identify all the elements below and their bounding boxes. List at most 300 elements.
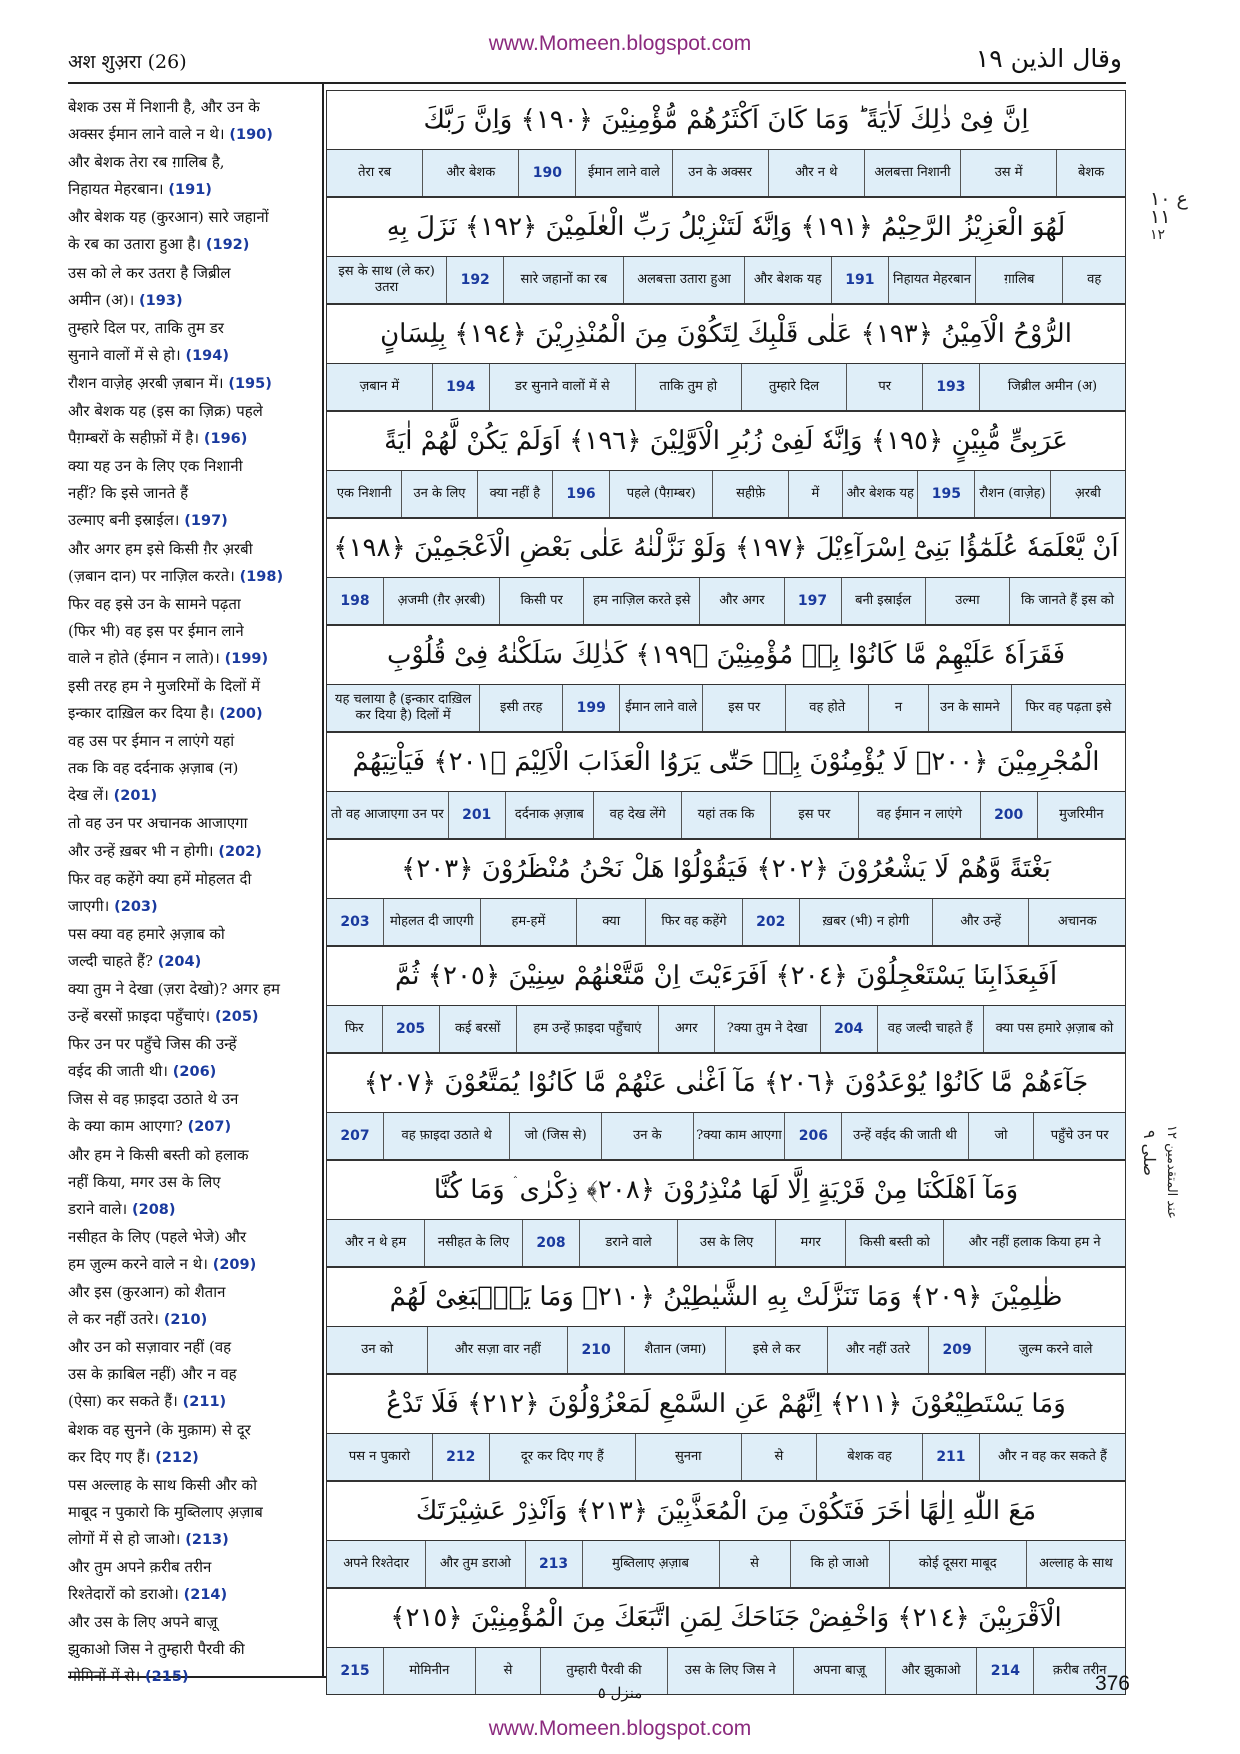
translation-line <box>68 231 320 259</box>
word-meaning-cell: इसी तरह <box>479 685 562 731</box>
word-meaning-cell: फिर <box>344 1021 364 1036</box>
translation-line <box>68 1086 320 1113</box>
translation-line <box>68 838 320 866</box>
word-meaning-cell: अ़रबी <box>1050 471 1125 517</box>
translation-line <box>68 1113 320 1141</box>
word-meaning-cell: जिब्रील अमीन (अ) <box>979 364 1125 410</box>
word-meaning-cell: मुजरिमीन <box>1037 792 1125 838</box>
translation-text: कर दिए गए हैं। <box>68 1447 151 1466</box>
word-meaning-row <box>326 791 1126 839</box>
translation-line <box>68 1196 320 1224</box>
arabic-verse-line: اِنَّ فِیْ ذٰلِكَ لَاٰیَةً ؕ وَمَا كَانَ اَكْثَرُهُمْ مُّؤْمِنِیْنَ ﴿١٩٠﴾ وَاِنَّ رَبَّكَ <box>326 90 1126 149</box>
word-meaning-cell: क्या नहीं है <box>477 471 552 517</box>
translation-text: तुम्हारे दिल पर, ताकि तुम डर <box>68 318 224 337</box>
verse-number: (197) <box>184 513 228 530</box>
word-meaning-cell: मुब्तिलाए अ़ज़ाब <box>582 1541 719 1587</box>
translation-text: पस क्या वह हमारे अ़ज़ाब को <box>68 924 225 943</box>
verse-number-cell: 194 <box>432 364 489 410</box>
verse-number: (213) <box>185 1531 229 1548</box>
word-meaning-cell: और न थे हम <box>344 1235 407 1250</box>
word-meaning-cell: और तुम डराओ <box>425 1541 524 1587</box>
translation-text: फिर वह इसे उन के सामने पढ़ता <box>68 594 241 613</box>
translation-line <box>68 1499 320 1526</box>
word-meaning-cell: मगर <box>775 1220 845 1266</box>
translation-line <box>68 536 320 563</box>
word-meaning-row <box>326 1540 1126 1588</box>
translation-line <box>68 728 320 755</box>
word-meaning-cell: मोमिनीन <box>383 1648 475 1694</box>
translation-line <box>68 1058 320 1086</box>
translation-line <box>68 591 320 618</box>
translation-text: (ज़बान दान) पर नाज़िल करते। <box>68 566 235 585</box>
translation-text: उस के क़ाबिल नहीं) और न वह <box>68 1365 237 1384</box>
translation-line <box>68 866 320 893</box>
word-meaning-cell: सुनना <box>635 1434 741 1480</box>
word-meaning-cell: हम नाज़िल करते इसे <box>583 578 699 624</box>
word-meaning-cell: क्या काम आएगा? <box>693 1113 785 1159</box>
translation-line <box>68 1554 320 1581</box>
word-meaning-cell: ग़ालिब <box>975 257 1062 303</box>
word-meaning-cell: दर्दनाक अ़ज़ाब <box>505 792 593 838</box>
verse-number-cell: 204 <box>820 1006 877 1052</box>
word-meaning-cell: उस के लिए जिस ने <box>667 1648 793 1694</box>
translation-text: डराने वाले। <box>68 1199 128 1218</box>
word-meaning-cell: जो <box>968 1113 1034 1159</box>
translation-text: झुकाओ जिस ने तुम्हारी पैरवी की <box>68 1640 245 1659</box>
translation-line <box>68 1417 320 1444</box>
translation-text: और अगर हम इसे किसी ग़ैर अ़रबी <box>68 539 253 558</box>
verse-number: (195) <box>228 375 272 392</box>
translation-line <box>68 204 320 231</box>
translation-text: तक कि वह दर्दनाक अ़ज़ाब (न) <box>68 759 239 778</box>
translation-text: जिस से वह फ़ाइदा उठाते थे उन <box>68 1090 239 1109</box>
word-meaning-cell: में <box>788 471 842 517</box>
translation-text: हम ज़ुल्म करने वाले न थे। <box>68 1254 208 1273</box>
word-meaning-cell: इस पर <box>770 792 858 838</box>
translation-text: माबूद न पुकारो कि मुब्तिलाए अ़ज़ाब <box>68 1502 263 1521</box>
translation-line <box>68 260 320 287</box>
translation-line <box>68 1031 320 1058</box>
word-meaning-cell: उल्मा <box>925 578 1009 624</box>
verse-number-cell: 214 <box>976 1648 1033 1694</box>
word-meaning-cell: बनी इस्राईल <box>841 578 925 624</box>
word-meaning-cell: क्या पस हमारे अ़ज़ाब को <box>983 1006 1125 1052</box>
word-meaning-cell: कोई दूसरा माबूद <box>889 1541 1026 1587</box>
word-meaning-cell: से <box>719 1541 790 1587</box>
translation-line <box>68 121 320 149</box>
word-meaning-cell: क्या <box>576 899 645 945</box>
arabic-verse-line: وَمَا یَسْتَطِیْعُوْنَ ﴿٢١١﴾ اِنَّهُمْ عَنِ السَّمْعِ لَمَعْزُوْلُوْنَ ﴿٢١٢﴾ فَلَا تَدْعُ <box>326 1374 1126 1433</box>
word-meaning-cell: और न वह कर सकते हैं <box>979 1434 1125 1480</box>
translation-text: क्या यह उन के लिए एक निशानी <box>68 457 243 476</box>
word-meaning-cell: अपना बाज़ू <box>793 1648 885 1694</box>
word-meaning-cell: मोहलत दी जाएगी <box>383 899 480 945</box>
word-meaning-cell: अल्लाह के साथ <box>1026 1541 1125 1587</box>
verse-number: (209) <box>212 1256 257 1273</box>
word-meaning-cell: और सज़ा वार नहीं <box>427 1327 567 1373</box>
word-meaning-cell: वह देख लेंगे <box>593 792 681 838</box>
verse-number-cell: 213 <box>525 1541 582 1587</box>
word-meaning-cell: दूर कर दिए गए हैं <box>489 1434 635 1480</box>
arabic-verse-line: ظٰلِمِیْنَ ﴿٢٠٩﴾ وَمَا تَنَزَّلَتْ بِهِ الشَّیٰطِیْنُ ﴿٢١٠﴾ وَمَا یَنْۢبَغِیْ لَهُمْ <box>326 1267 1126 1326</box>
translation-text: और उन्हें ख़बर भी न होगी। <box>68 841 214 860</box>
verse-number: (202) <box>218 843 262 860</box>
verse-number-cell: 205 <box>382 1006 439 1052</box>
verse-number-cell: 211 <box>922 1434 979 1480</box>
word-meaning-cell: तेरा रब <box>358 165 392 180</box>
translation-text: उल्माए बनी इस्राईल। <box>68 511 180 530</box>
word-meaning-cell: और अगर <box>699 578 783 624</box>
word-meaning-cell: ताकि तुम हो <box>635 364 741 410</box>
verse-number-cell: 208 <box>522 1220 579 1266</box>
translation-line <box>68 645 320 673</box>
translation-text: और बेशक यह (इस का ज़िक्र) पहले <box>68 402 263 421</box>
translation-line <box>68 1251 320 1279</box>
translation-line <box>68 1306 320 1334</box>
word-meaning-cell: और उन्हें <box>932 899 1029 945</box>
translation-text: रौशन वाज़ेह अ़रबी ज़बान में। <box>68 373 224 392</box>
translation-line <box>68 1388 320 1416</box>
translation-text: पस अल्लाह के साथ किसी और को <box>68 1475 257 1494</box>
word-meaning-cell: और नहीं हलाक किया हम ने <box>943 1220 1125 1266</box>
word-meaning-cell: सहीफ़े <box>712 471 787 517</box>
verse-number-cell: 215 <box>340 1663 370 1679</box>
translation-line <box>68 149 320 176</box>
verse-number: (203) <box>114 898 158 915</box>
translation-line <box>68 618 320 645</box>
translation-line <box>68 673 320 700</box>
translation-text: वईद की जाती थी। <box>68 1062 168 1081</box>
translation-line <box>68 1279 320 1306</box>
translation-line <box>68 782 320 810</box>
verse-number: (205) <box>215 1009 259 1026</box>
translation-text: रिश्तेदारों को डराओ। <box>68 1585 179 1604</box>
translation-text: फिर वह कहेंगे क्या हमें मोहलत दी <box>68 869 252 888</box>
manzil-label: منزل ٥ <box>597 1684 643 1702</box>
translation-text: क्या तुम ने देखा (ज़रा देखो)? अगर हम <box>68 980 280 998</box>
translation-line <box>68 1224 320 1251</box>
word-meaning-cell: अपने रिश्तेदार <box>343 1556 410 1571</box>
translation-line <box>68 976 320 1003</box>
translation-text: के रब का उतारा हुआ है। <box>68 235 202 254</box>
translation-line <box>68 563 320 591</box>
arabic-verse-line: جَآءَهُمْ مَّا كَانُوْا یُوْعَدُوْنَ ﴿٢٠٦﴾ مَآ اَغْنٰی عَنْهُمْ مَّا كَانُوْا یُمَتَّعُوْنَ ﴿٢٠٧﴾ <box>326 1053 1126 1112</box>
translation-line <box>68 398 320 425</box>
word-meaning-cell: उन को <box>361 1342 394 1357</box>
translation-line <box>68 1444 320 1472</box>
verse-number: (211) <box>182 1394 227 1411</box>
word-meaning-cell: उन के लिए <box>401 471 476 517</box>
verse-number-cell: 209 <box>928 1327 985 1373</box>
word-meaning-cell: क़रीब तरीन <box>1033 1648 1125 1694</box>
word-meaning-cell: उन के अक्सर <box>672 150 768 196</box>
verse-number-cell: 202 <box>742 899 799 945</box>
arabic-verse-line: عَرَبِیٍّ مُّبِیْنٍ ﴿١٩٥﴾ وَاِنَّهٗ لَفِیْ زُبُرِ الْاَوَّلِیْنَ ﴿١٩٦﴾ اَوَلَمْ یَكُنْ لَّهُمْ اٰیَةً <box>326 411 1126 470</box>
word-meaning-cell: उन्हें वईद की जाती थी <box>841 1113 967 1159</box>
word-meaning-cell: उस में <box>960 150 1056 196</box>
translation-line <box>68 1003 320 1031</box>
verse-number: (204) <box>157 953 202 970</box>
verse-number-cell: 203 <box>340 914 370 930</box>
word-meaning-cell: वह <box>1062 257 1125 303</box>
word-meaning-cell: किसी पर <box>499 578 583 624</box>
word-meaning-cell: अचानक <box>1028 899 1125 945</box>
arabic-verse-line: وَمَآ اَهْلَكْنَا مِنْ قَرْیَةٍ اِلَّا لَهَا مُنْذِرُوْنَ ﴿٢٠٨﴾ ذِكْرٰی ۛ وَمَا كُنَّا <box>326 1160 1126 1219</box>
word-meaning-cell: पस न पुकारो <box>348 1449 410 1464</box>
translation-text: इसी तरह हम ने मुजरिमों के दिलों में <box>68 676 261 695</box>
translation-line <box>68 810 320 837</box>
verse-number-cell: 191 <box>831 257 888 303</box>
verse-number-cell: 192 <box>446 257 503 303</box>
verse-number-cell: 190 <box>518 150 575 196</box>
word-meaning-cell: पर <box>846 364 922 410</box>
word-meaning-cell: वह फ़ाइदा उठाते थे <box>383 1113 509 1159</box>
surah-title-hindi: अश शुअ़रा (26) <box>68 51 187 73</box>
translation-text: उस को ले कर उतरा है जिब्रील <box>68 263 231 282</box>
translation-line <box>68 1636 320 1663</box>
translation-text: नहीं? कि इसे जानते हैं <box>68 484 189 503</box>
translation-line <box>68 315 320 342</box>
translation-line <box>68 287 320 315</box>
word-meaning-cell: ज़बान में <box>359 379 400 394</box>
translation-line <box>68 480 320 507</box>
arabic-verse-line: الْاَقْرَبِیْنَ ﴿٢١٤﴾ وَاخْفِضْ جَنَاحَكَ لِمَنِ اتَّبَعَكَ مِنَ الْمُؤْمِنِیْنَ ﴿٢١٥﴾ <box>326 1588 1126 1647</box>
word-meaning-cell: अलबत्ता उतारा हुआ <box>623 257 743 303</box>
word-meaning-cell: इसे ले कर <box>725 1327 826 1373</box>
ruku-marker-top: ع ١٠ ١١ ١٢ <box>1150 188 1188 243</box>
verse-number: (200) <box>219 706 263 723</box>
arabic-verse-line: اَنْ یَّعْلَمَهٗ عُلَمٰٓؤُا بَنِیْٓ اِسْرَآءِیْلَ ﴿١٩٧﴾ وَلَوْ نَزَّلْنٰهُ عَلٰی بَعْضِ الْاَعْجَمِیْنَ ﴿١٩٨﴾ <box>326 518 1126 577</box>
translation-text: के क्या काम आएगा? <box>68 1117 183 1136</box>
verse-number-cell: 193 <box>922 364 979 410</box>
verse-number: (199) <box>224 650 269 667</box>
word-meaning-cell: उन के सामने <box>928 685 1011 731</box>
word-meaning-cell: और नहीं उतरे <box>827 1327 928 1373</box>
verse-number-cell: 206 <box>784 1113 841 1159</box>
verse-number-cell: 200 <box>980 792 1037 838</box>
word-meaning-row <box>326 256 1126 304</box>
word-meaning-row <box>326 1005 1126 1053</box>
translation-text: और बेशक यह (कुरआन) सारे जहानों <box>68 208 269 227</box>
word-meaning-cell: फिर वह पढ़ता इसे <box>1011 685 1125 731</box>
translation-text: बेशक वह सुनने (के मुक़ाम) से दूर <box>68 1420 251 1439</box>
word-meaning-cell: हम उन्हें फ़ाइदा पहुँचाएं <box>516 1006 658 1052</box>
word-meaning-cell: यह चलाया है (इन्कार दाख़िल कर दिया है) दिलों में <box>334 692 472 723</box>
verse-number: (210) <box>163 1312 208 1329</box>
arabic-verse-line: بَغْتَةً وَّهُمْ لَا یَشْعُرُوْنَ ﴿٢٠٢﴾ فَیَقُوْلُوْا هَلْ نَحْنُ مُنْظَرُوْنَ ﴿٢٠٣﴾ <box>326 839 1126 898</box>
word-meaning-cell: अ़जमी (ग़ैर अ़रबी) <box>383 578 499 624</box>
word-meaning-cell: से <box>475 1648 541 1694</box>
waqf-marker-mid: صلى ٩ <box>1140 1130 1159 1176</box>
verse-number-cell: 195 <box>917 471 974 517</box>
translation-line <box>68 1472 320 1499</box>
arabic-verse-line: فَقَرَاَهٗ عَلَیْهِمْ مَّا كَانُوْا بِهٖ مُؤْمِنِیْنَ ﴿١٩٩﴾ كَذٰلِكَ سَلَكْنٰهُ فِیْ قُلُوْبِ <box>326 625 1126 684</box>
verse-number: (194) <box>185 347 229 364</box>
translation-line <box>68 370 320 398</box>
verse-number: (212) <box>155 1449 199 1466</box>
verse-number-cell: 212 <box>432 1434 489 1480</box>
translation-text: लोगों में से हो जाओ। <box>68 1529 181 1548</box>
word-meaning-cell: इस के साथ (ले कर) उतरा <box>338 264 435 295</box>
word-meaning-row <box>326 470 1126 518</box>
site-url-bottom[interactable]: www.Momeen.blogspot.com <box>488 1717 752 1740</box>
word-meaning-cell: अलबत्ता निशानी <box>864 150 960 196</box>
translation-text: निहायत मेहरबान। <box>68 180 164 199</box>
translation-line <box>68 1334 320 1361</box>
translation-text: मोमिनों में से। <box>68 1667 141 1686</box>
translation-line <box>68 176 320 204</box>
translation-line <box>68 342 320 370</box>
word-meaning-cell: क्या तुम ने देखा? <box>714 1006 820 1052</box>
translation-text: नहीं किया, मगर उस के लिए <box>68 1172 221 1191</box>
translation-line <box>68 1169 320 1196</box>
verse-number: (190) <box>229 127 273 144</box>
word-meaning-row <box>326 1219 1126 1267</box>
word-meaning-cell: वह होते <box>785 685 868 731</box>
word-meaning-cell: ईमान लाने वाले <box>575 150 671 196</box>
translation-line <box>68 507 320 535</box>
word-meaning-row <box>326 363 1126 411</box>
word-meaning-row <box>326 898 1126 946</box>
word-meaning-cell: फिर वह कहेंगे <box>645 899 742 945</box>
translation-text: (फिर भी) वह इस पर ईमान लाने <box>68 621 244 640</box>
page-number: 376 <box>1094 1672 1130 1695</box>
word-meaning-cell: और बेशक <box>422 150 518 196</box>
word-meaning-cell: पहुँचे उन पर <box>1033 1113 1125 1159</box>
arabic-verse-line: الرُّوْحُ الْاَمِیْنُ ﴿١٩٣﴾ عَلٰی قَلْبِكَ لِتَكُوْنَ مِنَ الْمُنْذِرِیْنَ ﴿١٩٤﴾ بِلِسَانٍ <box>326 304 1126 363</box>
site-url-top[interactable]: www.Momeen.blogspot.com <box>488 32 752 55</box>
word-meaning-cell: से <box>741 1434 817 1480</box>
translation-text: फिर उन पर पहुँचे जिस की उन्हें <box>68 1035 237 1054</box>
word-meaning-cell: और बेशक यह <box>744 257 831 303</box>
translation-line <box>68 453 320 480</box>
translation-text: और हम ने किसी बस्ती को हलाक <box>68 1145 249 1164</box>
word-meaning-cell: रौशन (वाज़ेह) <box>974 471 1049 517</box>
translation-line <box>68 893 320 921</box>
verse-number-cell: 197 <box>784 578 841 624</box>
translation-text: और बेशक तेरा रब ग़ालिब है, <box>68 153 225 172</box>
header-rule <box>68 82 1126 84</box>
word-meaning-cell: डर सुनाने वालों में से <box>489 364 635 410</box>
word-meaning-cell: कई बरसों <box>439 1006 516 1052</box>
verse-number-cell: 199 <box>562 685 619 731</box>
word-meaning-cell: उस के लिए <box>677 1220 775 1266</box>
translation-text: इन्कार दाख़िल कर दिया है। <box>68 704 215 723</box>
translation-text: सुनाने वालों में से हो। <box>68 345 181 364</box>
word-meaning-cell: जो (जिस से) <box>509 1113 601 1159</box>
verse-number: (201) <box>113 788 158 805</box>
translation-text: और उस के लिए अपने बाज़ू <box>68 1613 218 1632</box>
word-meaning-cell: तुम्हारे दिल <box>741 364 847 410</box>
translation-text: वाले न होते (ईमान न लाते)। <box>68 648 220 667</box>
word-meaning-cell: किसी बस्ती को <box>845 1220 943 1266</box>
word-meaning-row <box>326 577 1126 625</box>
translation-text: जाएगी। <box>68 896 110 915</box>
word-meaning-cell: वह ईमान न लाएंगे <box>858 792 980 838</box>
word-meaning-row <box>326 1326 1126 1374</box>
verse-number-cell: 196 <box>552 471 609 517</box>
word-meaning-cell: कि हो जाओ <box>790 1541 889 1587</box>
translation-text: अमीन (अ)। <box>68 290 135 309</box>
arabic-verse-line: لَهُوَ الْعَزِیْزُ الرَّحِیْمُ ﴿١٩١﴾ وَاِنَّهٗ لَتَنْزِیْلُ رَبِّ الْعٰلَمِیْنَ ﴿١٩٢﴾ نَزَلَ بِهِ <box>326 197 1126 256</box>
verse-number: (214) <box>183 1587 228 1604</box>
translation-line <box>68 1142 320 1169</box>
word-meaning-cell: डराने वाले <box>579 1220 677 1266</box>
translation-text: अक्सर ईमान लाने वाले न थे। <box>68 125 225 144</box>
word-meaning-row <box>326 149 1126 197</box>
word-meaning-row <box>326 1433 1126 1481</box>
word-meaning-cell: हम-हमें <box>480 899 577 945</box>
translation-text: ले कर नहीं उतरे। <box>68 1310 159 1329</box>
word-meaning-cell: और बेशक यह <box>842 471 917 517</box>
translation-text: पैग़म्बरों के सहीफ़ों में है। <box>68 429 200 448</box>
translation-text: जल्दी चाहते हैं? <box>68 951 153 970</box>
translation-text: और तुम अपने क़रीब तरीन <box>68 1557 212 1576</box>
translation-line <box>68 425 320 453</box>
word-meaning-cell: इस पर <box>702 685 785 731</box>
translation-text: और इस (कुरआन) को शैतान <box>68 1283 226 1302</box>
translation-text: देख लें। <box>68 786 109 805</box>
word-meaning-cell: बेशक वह <box>816 1434 922 1480</box>
word-meaning-cell: पहले (पैग़म्बर) <box>609 471 712 517</box>
word-meaning-cell: शैतान (जमा) <box>624 1327 725 1373</box>
word-meaning-cell: और न थे <box>768 150 864 196</box>
word-meaning-row <box>326 684 1126 732</box>
verse-number: (215) <box>145 1669 189 1686</box>
verse-number: (192) <box>205 237 250 254</box>
translation-line <box>68 1609 320 1636</box>
verse-number: (207) <box>187 1119 232 1136</box>
word-meaning-cell: ज़ुल्म करने वाले <box>985 1327 1125 1373</box>
word-meaning-cell: एक निशानी <box>336 486 392 501</box>
translation-line <box>68 1581 320 1609</box>
translation-line <box>68 94 320 121</box>
translation-text: तो वह उन पर अचानक आजाएगा <box>68 814 248 833</box>
word-meaning-cell: बेशक <box>1056 150 1125 196</box>
word-meaning-cell: नसीहत के लिए <box>424 1220 522 1266</box>
word-meaning-row <box>326 1112 1126 1160</box>
translation-line <box>68 1526 320 1554</box>
translation-text: बेशक उस में निशानी है, और उन के <box>68 98 260 116</box>
verse-number: (191) <box>168 182 212 199</box>
word-meaning-cell: निहायत मेहरबान <box>888 257 975 303</box>
verse-number: (193) <box>139 292 183 309</box>
word-meaning-cell: तुम्हारी पैरवी की <box>540 1648 666 1694</box>
translation-line <box>68 1361 320 1388</box>
word-meaning-cell: ईमान लाने वाले <box>619 685 702 731</box>
verse-number: (198) <box>239 568 284 585</box>
column-divider <box>322 84 324 1676</box>
translation-text: और उन को सज़ावार नहीं (वह <box>68 1338 232 1357</box>
juz-title-arabic: وقال الذین ١٩ <box>975 44 1122 73</box>
verse-number: (208) <box>132 1201 176 1218</box>
verse-number: (206) <box>172 1064 217 1081</box>
word-meaning-cell: कि जानते हैं इस को <box>1009 578 1125 624</box>
word-meaning-cell: वह जल्दी चाहते हैं <box>877 1006 983 1052</box>
verse-number: (196) <box>203 431 248 448</box>
verse-number-cell: 201 <box>448 792 505 838</box>
translation-line <box>68 755 320 782</box>
word-meaning-cell: न <box>868 685 928 731</box>
translation-line <box>68 921 320 948</box>
verse-number-cell: 207 <box>340 1128 370 1144</box>
translation-text: नसीहत के लिए (पहले भेजे) और <box>68 1227 247 1246</box>
arabic-verse-line: الْمُجْرِمِیْنَ ﴿٢٠٠﴾ لَا یُؤْمِنُوْنَ بِهٖ حَتّٰی یَرَوُا الْعَذَابَ الْاَلِیْمَ ﴿٢٠١﴾ فَیَاْتِیَهُمْ <box>326 732 1126 791</box>
arabic-verse-line: اَفَبِعَذَابِنَا یَسْتَعْجِلُوْنَ ﴿٢٠٤﴾ اَفَرَءَیْتَ اِنْ مَّتَّعْنٰهُمْ سِنِیْنَ ﴿٢٠٥﴾ ثُمَّ <box>326 946 1126 1005</box>
word-meaning-cell: तो वह आजाएगा उन पर <box>331 807 444 822</box>
translation-line <box>68 700 320 728</box>
word-meaning-cell: उन के <box>601 1113 693 1159</box>
